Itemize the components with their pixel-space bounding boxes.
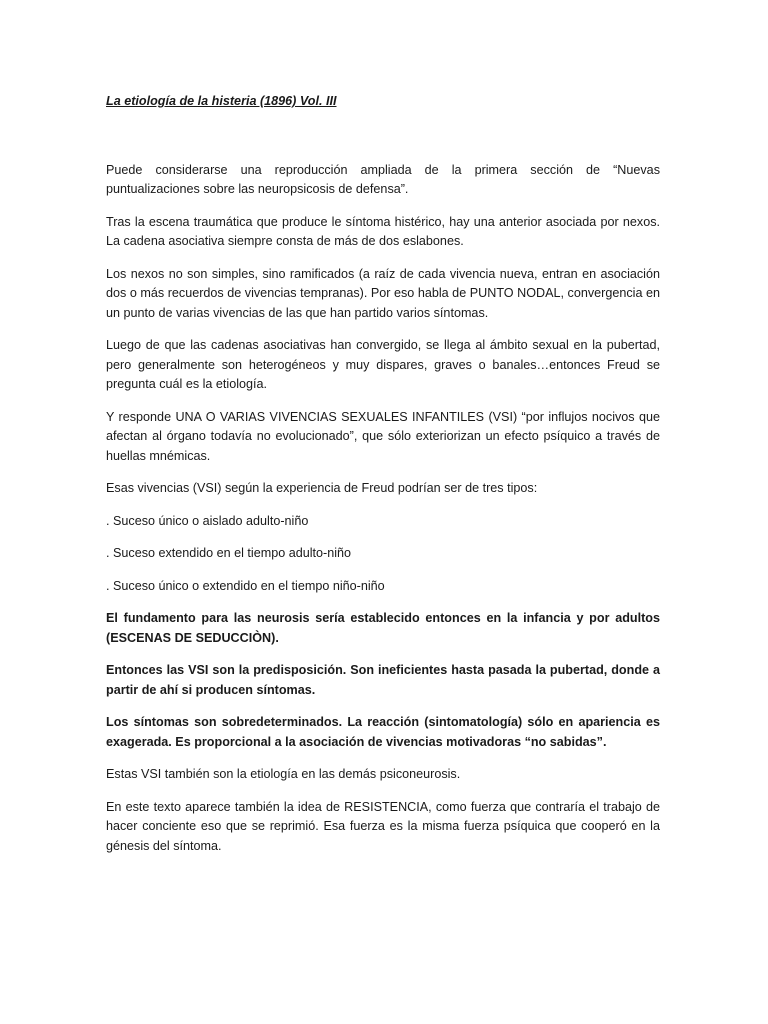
paragraph-predisposicion: Entonces las VSI son la predisposición. Son ineficientes hasta pasada la pubertad, donde a partir de ahí si producen síntomas. — [106, 663, 660, 697]
paragraph-cadenas: Luego de que las cadenas asociativas han convergido, se llega al ámbito sexual en la pubertad, pero generalmente son heterogéneos y muy dispares, graves o banales…entonces Freud se pregunta cuál es la etiología. — [106, 338, 660, 391]
paragraph-tipos: Esas vivencias (VSI) según la experiencia de Freud podrían ser de tres tipos: — [106, 481, 538, 495]
paragraph-resistencia: En este texto aparece también la idea de RESISTENCIA, como fuerza que contraría el trabajo de hacer conciente eso que se reprimió. Esa fuerza es la misma fuerza psíquica que cooperó en la génesis del síntoma. — [106, 799, 660, 853]
paragraph-vsi: Y responde UNA O VARIAS VIVENCIAS SEXUALES INFANTILES (VSI) “por influjos nocivos que afectan al órgano todavía no evolucionado”, que sólo exteriorizan un efecto psíquico a través de huellas mnémicas. — [106, 409, 660, 463]
list-item-tipo-1: . Suceso único o aislado adulto-niño — [106, 513, 309, 528]
list-item-tipo-2: . Suceso extendido en el tiempo adulto-niño — [106, 546, 352, 560]
document-body — [106, 92, 660, 869]
paragraph-traumatic-scene: Tras la escena traumática que produce le síntoma histérico, hay una anterior asociada por nexos. La cadena asociativa siempre consta de más de dos eslabones. — [106, 214, 660, 248]
paragraph-psiconeurosis: Estas VSI también son la etiología en las demás psiconeurosis. — [106, 767, 461, 781]
list-item-tipo-3: . Suceso único o extendido en el tiempo niño-niño — [106, 578, 385, 593]
paragraph-fundamento: El fundamento para las neurosis sería establecido entonces en la infancia y por adultos (ESCENAS DE SEDUCCIÒN). — [106, 611, 660, 645]
paragraph-sintomas: Los síntomas son sobredeterminados. La reacción (sintomatología) sólo en apariencia es exagerada. Es proporcional a la asociación de vivencias motivadoras “no sabidas”. — [106, 715, 660, 749]
paragraph-nexos: Los nexos no son simples, sino ramificados (a raíz de cada vivencia nueva, entran en asociación dos o más recuerdos de vivencias tempranas). Por eso habla de PUNTO NODAL, convergencia en un punto de varias vivencias de las que han partido varios síntomas. — [106, 266, 660, 320]
document-title: La etiología de la histeria (1896) Vol. III — [106, 94, 337, 108]
paragraph-intro: Puede considerarse una reproducción ampliada de la primera sección de “Nuevas puntualizaciones sobre las neuropsicosis de defensa”. — [106, 162, 660, 196]
